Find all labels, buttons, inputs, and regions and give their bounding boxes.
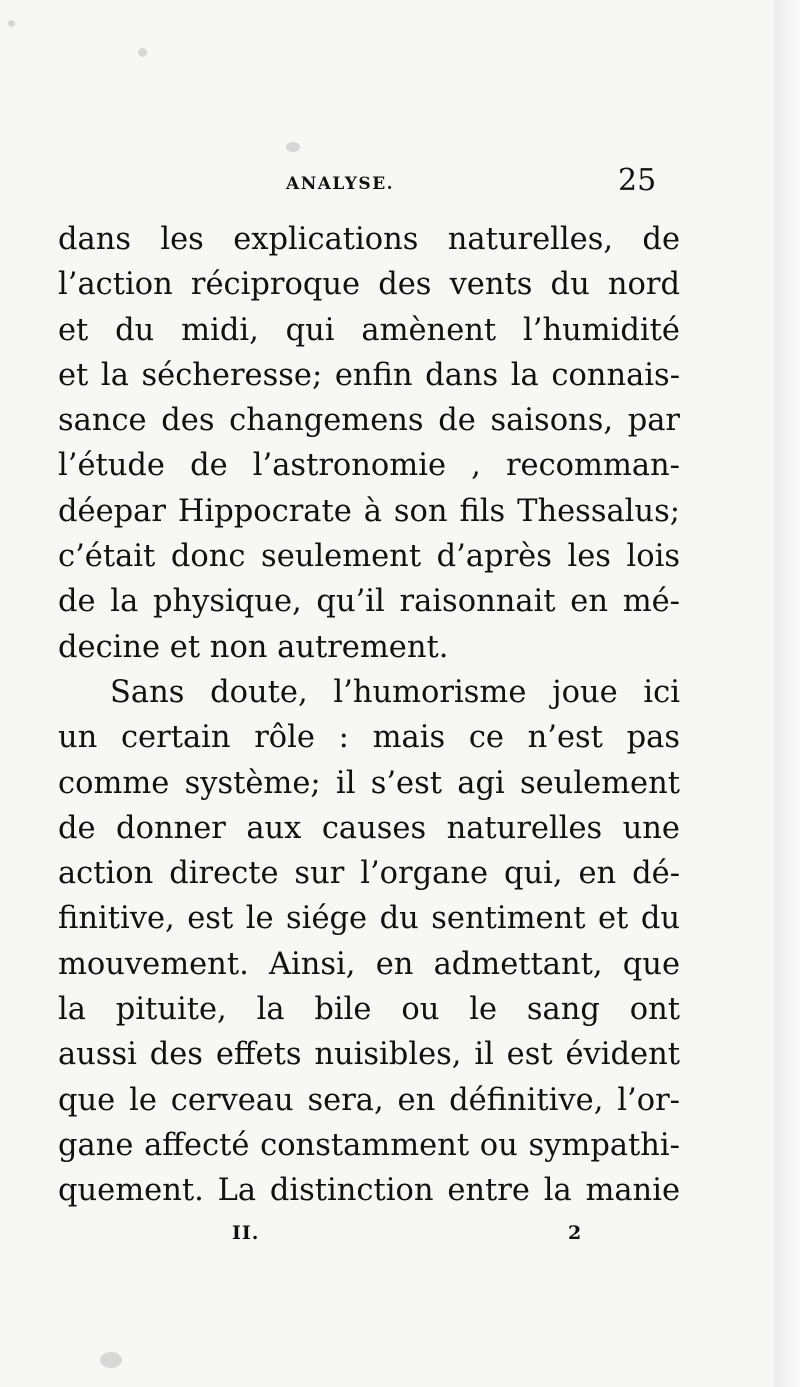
ink-speck bbox=[100, 1352, 122, 1368]
text-line: et du midi, qui amènent l’humidité bbox=[58, 312, 680, 348]
ink-speck bbox=[138, 48, 147, 57]
text-line: de donner aux causes naturelles une bbox=[58, 810, 680, 846]
text-line: decine et non autrement. bbox=[58, 629, 449, 665]
text-line: c’était donc seulement d’après les lois bbox=[58, 539, 680, 575]
text-line: dans les explications naturelles, de bbox=[58, 222, 680, 257]
text-line: un certain rôle : mais ce n’est pas bbox=[58, 720, 680, 756]
text-line: aussi des effets nuisibles, il est évident bbox=[58, 1037, 680, 1073]
text-line: déepar Hippocrate à son fils Thessalus; bbox=[58, 493, 680, 529]
text-line: de la physique, qu’il raisonnait en mé- bbox=[58, 584, 680, 620]
text-line: quement. La distinction entre la manie bbox=[58, 1173, 680, 1209]
text-line: gane affecté constamment ou sympathi- bbox=[58, 1127, 680, 1163]
text-line: la pituite, la bile ou le sang ont bbox=[58, 992, 680, 1028]
body-text bbox=[58, 217, 680, 1214]
page-number: 25 bbox=[618, 163, 657, 198]
signature-volume: II. bbox=[232, 1222, 260, 1244]
text-line: action directe sur l’organe qui, en dé- bbox=[58, 856, 680, 892]
text-line: que le cerveau sera, en définitive, l’or- bbox=[58, 1082, 680, 1118]
running-title: ANALYSE. bbox=[286, 174, 395, 194]
page-edge bbox=[774, 0, 800, 1387]
text-line: l’action réciproque des vents du nord bbox=[58, 267, 680, 303]
text-line: Sans doute, l’humorisme joue ici bbox=[110, 674, 680, 710]
ink-speck bbox=[8, 20, 15, 27]
text-line: et la sécheresse; enfin dans la connais- bbox=[58, 357, 680, 393]
ink-speck bbox=[286, 142, 300, 152]
text-line: comme système; il s’est agi seulement bbox=[58, 765, 680, 801]
text-line: mouvement. Ainsi, en admettant, que bbox=[58, 946, 680, 982]
text-line: finitive, est le siége du sentiment et du bbox=[58, 901, 680, 937]
text-line: sance des changemens de saisons, par bbox=[58, 403, 680, 439]
text-line: l’étude de l’astronomie , recomman- bbox=[58, 448, 680, 484]
signature-number: 2 bbox=[568, 1222, 582, 1244]
